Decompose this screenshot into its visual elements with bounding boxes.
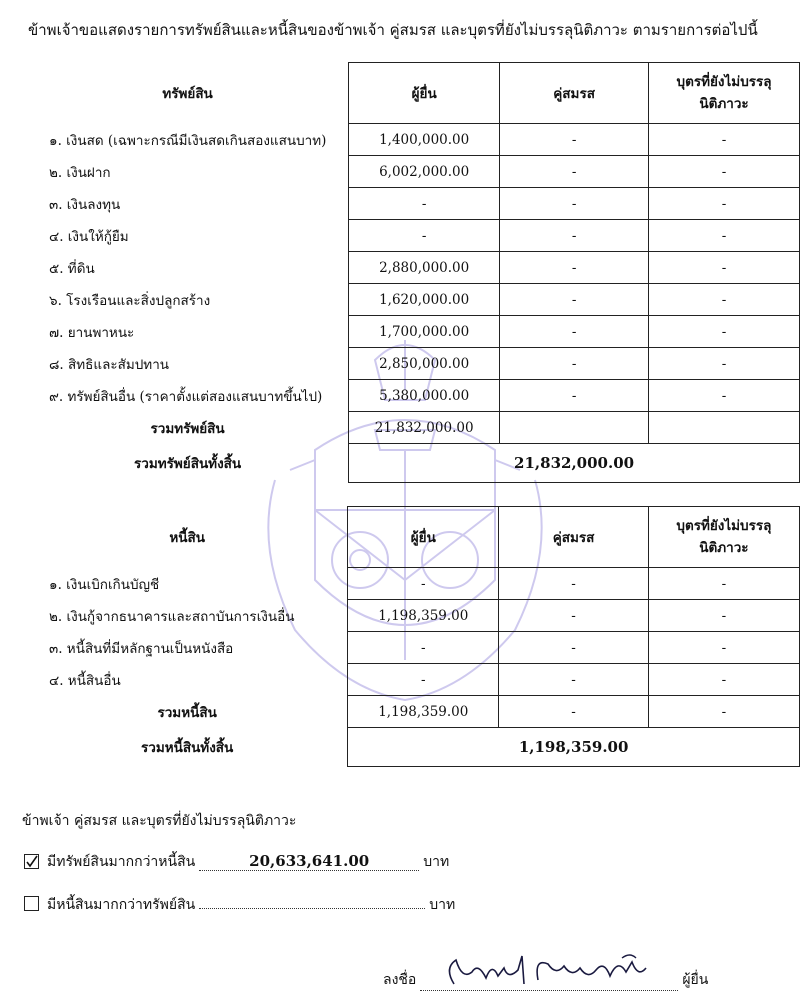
signature-field	[420, 950, 678, 991]
row-child-value: -	[649, 156, 800, 188]
liabilities-total-filer: 1,198,359.00	[348, 696, 499, 728]
row-child-value: -	[648, 632, 799, 664]
row-filer-value: 1,620,000.00	[349, 284, 500, 316]
row-label: ๓. หนี้สินที่มีหลักฐานเป็นหนังสือ	[49, 640, 234, 657]
table-row	[27, 568, 800, 600]
liabilities-total-row	[27, 696, 800, 728]
table-row	[27, 632, 800, 664]
row-label: ๒. เงินกู้จากธนาคารและสถาบันการเงินอื่น	[49, 608, 295, 625]
liabilities-table	[27, 506, 800, 767]
assets-total-label: รวมทรัพย์สิน	[150, 420, 225, 437]
assets-header-label: ทรัพย์สิน	[162, 86, 213, 102]
liabilities-header-child	[648, 507, 799, 568]
row-filer-value: 1,198,359.00	[348, 600, 499, 632]
table-row	[27, 124, 800, 156]
handwritten-signature	[426, 950, 666, 992]
row-filer-value: 5,380,000.00	[349, 380, 500, 412]
row-child-value: -	[649, 348, 800, 380]
liabilities-grand-total-value: 1,198,359.00	[348, 728, 800, 767]
assets-total-child	[649, 412, 800, 444]
row-child-value: -	[648, 600, 799, 632]
assets-header-child	[649, 63, 800, 124]
row-label: ๑. เงินสด (เฉพาะกรณีมีเงินสดเกินสองแสนบาท)	[49, 132, 327, 149]
assets-grand-total-label: รวมทรัพย์สินทั้งสิ้น	[134, 456, 242, 472]
assets-table	[27, 62, 800, 483]
row-spouse-value: -	[500, 380, 649, 412]
row-spouse-value: -	[499, 568, 648, 600]
row-filer-value: -	[349, 220, 500, 252]
row-label: ๔. เงินให้กู้ยืม	[49, 228, 129, 245]
liabilities-total-spouse: -	[499, 696, 648, 728]
liabilities-grand-total-row	[27, 728, 800, 767]
row-label: ๔. หนี้สินอื่น	[49, 672, 121, 689]
table-row	[27, 284, 800, 316]
row-filer-value: 2,880,000.00	[349, 252, 500, 284]
row-child-value: -	[648, 568, 799, 600]
liabilities-total-label: รวมหนี้สิน	[157, 704, 217, 721]
option-liabilities-exceed	[24, 890, 455, 916]
table-row	[27, 380, 800, 412]
assets-total-row	[27, 412, 800, 444]
assets-header-row	[27, 63, 800, 124]
liabilities-header-filer: ผู้ยื่น	[348, 507, 499, 568]
row-filer-value: -	[348, 664, 499, 696]
row-filer-value: 1,700,000.00	[349, 316, 500, 348]
table-row	[27, 156, 800, 188]
row-child-value: -	[648, 664, 799, 696]
table-row	[27, 348, 800, 380]
intro-text: ข้าพเจ้าขอแสดงรายการทรัพย์สินและหนี้สินของข้าพเจ้า คู่สมรส และบุตรที่ยังไม่บรรลุนิติภาวะ ตามรายการต่อไปนี้	[28, 21, 758, 39]
row-label: ๘. สิทธิและสัมปทาน	[49, 356, 170, 373]
option-assets-exceed	[24, 851, 449, 873]
assets-total-spouse	[500, 412, 649, 444]
row-spouse-value: -	[500, 284, 649, 316]
row-filer-value: 6,002,000.00	[349, 156, 500, 188]
table-row	[27, 220, 800, 252]
table-row	[27, 252, 800, 284]
row-child-value: -	[649, 252, 800, 284]
liabilities-header-label: หนี้สิน	[169, 530, 205, 546]
option-amount	[199, 890, 425, 909]
row-spouse-value: -	[499, 632, 648, 664]
row-label: ๗. ยานพาหนะ	[49, 324, 135, 341]
row-child-value: -	[649, 380, 800, 412]
row-child-value: -	[649, 284, 800, 316]
assets-header-filer: ผู้ยื่น	[349, 63, 500, 124]
row-filer-value: -	[348, 568, 499, 600]
row-spouse-value: -	[499, 664, 648, 696]
row-label: ๖. โรงเรือนและสิ่งปลูกสร้าง	[49, 292, 211, 309]
row-child-value: -	[649, 220, 800, 252]
row-filer-value: 2,850,000.00	[349, 348, 500, 380]
assets-header-spouse: คู่สมรส	[500, 63, 649, 124]
option-amount: 20,633,641.00	[199, 852, 419, 871]
row-label: ๓. เงินลงทุน	[49, 196, 121, 213]
checkmark-icon	[25, 855, 38, 868]
row-spouse-value: -	[500, 252, 649, 284]
row-child-value: -	[649, 316, 800, 348]
table-row	[27, 188, 800, 220]
table-row	[27, 664, 800, 696]
signature-line	[383, 950, 708, 991]
checkbox-unchecked[interactable]	[24, 896, 39, 911]
liabilities-header-child-line2: นิติภาวะ	[699, 540, 749, 556]
row-label: ๙. ทรัพย์สินอื่น (ราคาตั้งแต่สองแสนบาทขึ้นไป)	[49, 388, 323, 405]
liabilities-header-spouse: คู่สมรส	[499, 507, 648, 568]
row-spouse-value: -	[500, 188, 649, 220]
row-filer-value: -	[349, 188, 500, 220]
row-child-value: -	[649, 124, 800, 156]
assets-grand-total-row	[27, 444, 800, 483]
checkbox-checked[interactable]	[24, 854, 39, 869]
liabilities-header-row	[27, 507, 800, 568]
row-label: ๒. เงินฝาก	[49, 164, 111, 181]
row-label: ๑. เงินเบิกเกินบัญชี	[49, 576, 160, 593]
row-spouse-value: -	[500, 124, 649, 156]
liabilities-total-child: -	[648, 696, 799, 728]
table-row	[27, 600, 800, 632]
row-spouse-value: -	[500, 316, 649, 348]
liabilities-header-child-line1: บุตรที่ยังไม่บรรลุ	[676, 518, 772, 534]
row-filer-value: -	[348, 632, 499, 664]
assets-total-filer: 21,832,000.00	[349, 412, 500, 444]
assets-grand-total-value: 21,832,000.00	[349, 444, 800, 483]
option-label: มีหนี้สินมากกว่าทรัพย์สิน	[47, 897, 196, 913]
assets-header-child-line2: นิติภาวะ	[699, 96, 749, 112]
assets-header-child-line1: บุตรที่ยังไม่บรรลุ	[676, 74, 772, 90]
row-spouse-value: -	[499, 600, 648, 632]
row-spouse-value: -	[500, 220, 649, 252]
row-child-value: -	[649, 188, 800, 220]
table-row	[27, 316, 800, 348]
row-label: ๕. ที่ดิน	[49, 260, 95, 277]
signature-prefix: ลงชื่อ	[383, 972, 417, 988]
option-unit: บาท	[429, 897, 456, 913]
row-filer-value: 1,400,000.00	[349, 124, 500, 156]
signature-suffix: ผู้ยื่น	[682, 972, 709, 988]
row-spouse-value: -	[500, 156, 649, 188]
option-unit: บาท	[423, 854, 450, 870]
option-label: มีทรัพย์สินมากกว่าหนี้สิน	[47, 854, 196, 870]
row-spouse-value: -	[500, 348, 649, 380]
liabilities-grand-total-label: รวมหนี้สินทั้งสิ้น	[140, 740, 234, 756]
statement-text: ข้าพเจ้า คู่สมรส และบุตรที่ยังไม่บรรลุนิติภาวะ	[22, 813, 297, 829]
